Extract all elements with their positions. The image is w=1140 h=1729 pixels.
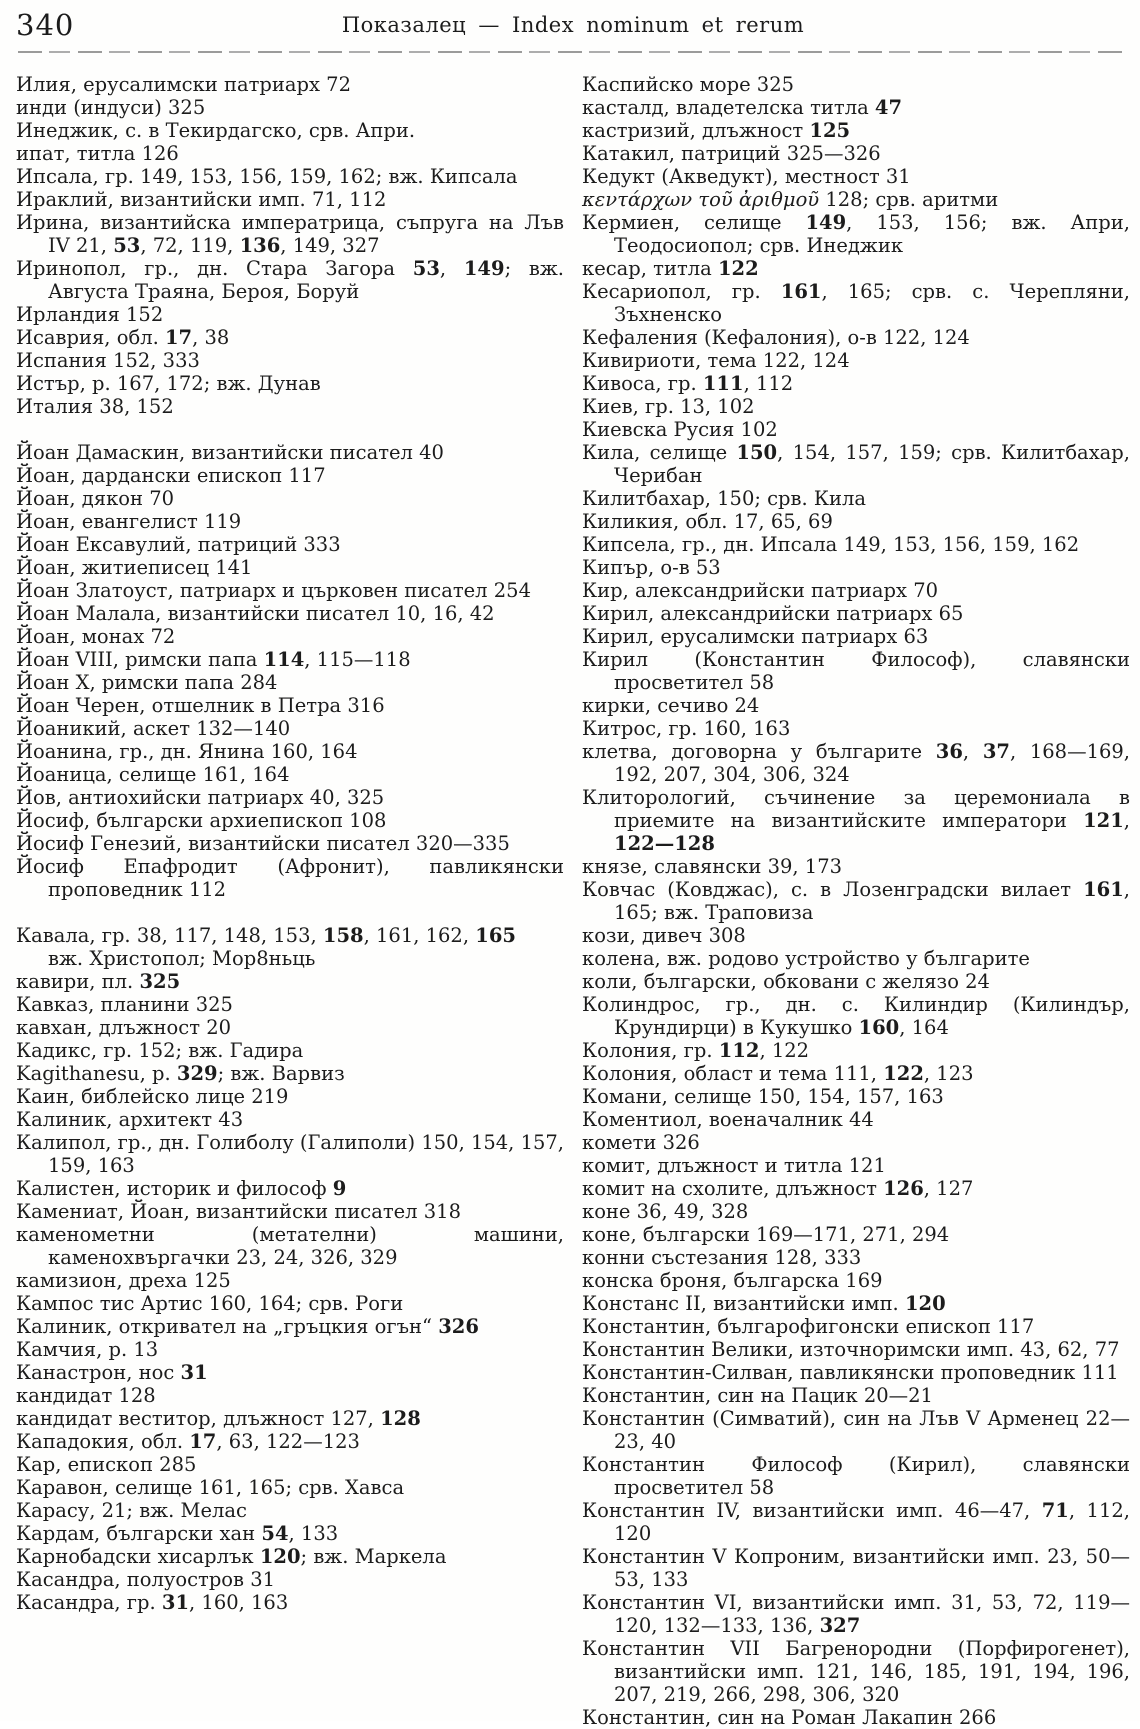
index-entry: Кипър, о-в 53 xyxy=(582,556,721,579)
header-rule xyxy=(18,51,1128,53)
index-entry: коли, български, обковани с желязо 24 xyxy=(582,970,990,993)
index-entry: Кивоса, гр. 111, 112 xyxy=(582,372,794,395)
index-entry: Катакил, патриций 325—326 xyxy=(582,142,881,165)
index-entry: Кар, епископ 285 xyxy=(16,1453,197,1476)
index-entry: князе, славянски 39, 173 xyxy=(582,855,843,878)
index-entry: Кедукт (Акведукт), местност 31 xyxy=(582,165,911,188)
index-entry: Кефаления (Кефалония), о-в 122, 124 xyxy=(582,326,970,349)
index-entry: Йоан, дардански епископ 117 xyxy=(16,464,326,487)
index-entry: Константин V Копроним, византийски имп. 23, 50—53, 133 xyxy=(582,1545,1130,1591)
page-number: 340 xyxy=(16,8,75,42)
index-entry: Константин, син на Роман Лакапин 266 xyxy=(582,1706,997,1729)
index-entry: Кермиен, селище 149, 153, 156; вж. Апри, Теодосиопол; срв. Инеджик xyxy=(582,211,1130,257)
index-entry: Калиник, откривател на „гръцкия огън“ 326 xyxy=(16,1315,479,1338)
index-entry: Йоан Златоуст, патриарх и църковен писател 254 xyxy=(16,579,531,602)
index-entry: Коментиол, военачалник 44 xyxy=(582,1108,874,1131)
index-entry: Колиндрос, гр., дн. с. Килиндир (Килиндър, Крундирци) в Кукушко 160, 164 xyxy=(582,993,1130,1039)
index-entry: Касандра, гр. 31, 160, 163 xyxy=(16,1591,289,1614)
index-entry: Йоан, монах 72 xyxy=(16,625,176,648)
index-entry: Киликия, обл. 17, 65, 69 xyxy=(582,510,833,533)
index-entry: Камчия, р. 13 xyxy=(16,1338,159,1361)
index-entry: комит, длъжност и титла 121 xyxy=(582,1154,886,1177)
index-entry: Константин Философ (Кирил), славянски просветител 58 xyxy=(582,1453,1130,1499)
index-group xyxy=(16,73,564,418)
index-entry: Йоан VIII, римски папа 114, 115—118 xyxy=(16,648,411,671)
index-entry: Каравон, селище 161, 165; срв. Хавса xyxy=(16,1476,405,1499)
index-entry: Константин (Симватий), син на Лъв V Арменец 22—23, 40 xyxy=(582,1407,1130,1453)
index-entry: Йов, антиохийски патриарх 40, 325 xyxy=(16,786,385,809)
index-group xyxy=(16,924,564,1614)
index-entry: Ираклий, византийски имп. 71, 112 xyxy=(16,188,387,211)
index-entry: Константин Велики, източноримски имп. 43, 62, 77 xyxy=(582,1338,1120,1361)
index-entry: инди (индуси) 325 xyxy=(16,96,206,119)
index-entry: Каин, библейско лице 219 xyxy=(16,1085,289,1108)
index-entry: Констанс II, византийски имп. 120 xyxy=(582,1292,946,1315)
index-entry: Йоан Ексавулий, патриций 333 xyxy=(16,533,341,556)
index-entry: Испания 152, 333 xyxy=(16,349,200,372)
index-column-right xyxy=(582,73,1130,1729)
index-entry: Кесариопол, гр. 161, 165; срв. с. Черепляни, Зъхненско xyxy=(582,280,1131,326)
index-entry: Карасу, 21; вж. Мелас xyxy=(16,1499,247,1522)
index-entry: Кападокия, обл. 17, 63, 122—123 xyxy=(16,1430,360,1453)
index-entry: клетва, договорна у българите 36, 37, 168—169, 192, 207, 304, 306, 324 xyxy=(582,740,1131,786)
index-entry: Йоан Малала, византийски писател 10, 16, 42 xyxy=(16,602,495,625)
index-entry: Карнобадски хисарлък 120; вж. Маркела xyxy=(16,1545,447,1568)
index-entry: Кипсела, гр., дн. Ипсала 149, 153, 156, 159, 162 xyxy=(582,533,1080,556)
index-entry: Константин IV, византийски имп. 46—47, 71, 112, 120 xyxy=(582,1499,1130,1545)
index-entry: Камениат, Йоан, византийски писател 318 xyxy=(16,1200,461,1223)
index-entry: Йосиф, български архиепископ 108 xyxy=(16,809,387,832)
index-entry: Йоан X, римски папа 284 xyxy=(16,671,278,694)
index-entry: Колония, област и тема 111, 122, 123 xyxy=(582,1062,974,1085)
index-entry: Йоан, житиеписец 141 xyxy=(16,556,253,579)
index-entry: Каспийско море 325 xyxy=(582,73,795,96)
index-entry: комети 326 xyxy=(582,1131,700,1154)
index-entry: кандидат 128 xyxy=(16,1384,156,1407)
index-entry: комит на схолите, длъжност 126, 127 xyxy=(582,1177,974,1200)
index-entry: Кирил, ерусалимски патриарх 63 xyxy=(582,625,929,648)
page-title: Показалец — Index nominum et rerum xyxy=(341,13,805,37)
index-entry: каменометни (метателни) машини, каменохвъргачки 23, 24, 326, 329 xyxy=(16,1223,564,1269)
index-entry: κεντάρχων τοῦ ἀριθμοῦ 128; срв. аритми xyxy=(582,188,999,211)
index-entry: Касандра, полуостров 31 xyxy=(16,1568,276,1591)
index-entry: Кавала, гр. 38, 117, 148, 153, 158, 161, 162, 165 вж. Христопол; Мор8ньць xyxy=(16,924,516,970)
index-entry: кирки, сечиво 24 xyxy=(582,694,760,717)
index-entry: Kagithanesu, р. 329; вж. Варвиз xyxy=(16,1062,345,1085)
index-entry: Ирландия 152 xyxy=(16,303,164,326)
index-entry: Йоаникий, аскет 132—140 xyxy=(16,717,291,740)
index-column-left xyxy=(16,73,564,1729)
index-entry: Йоанина, гр., дн. Янина 160, 164 xyxy=(16,740,358,763)
index-group xyxy=(582,73,1130,1729)
index-entry: Константин VI, византийски имп. 31, 53, 72, 119—120, 132—133, 136, 327 xyxy=(582,1591,1130,1637)
index-entry: Йосиф Епафродит (Афронит), павликянски проповедник 112 xyxy=(16,855,564,901)
index-entry: конска броня, българска 169 xyxy=(582,1269,883,1292)
index-entry: Константин, син на Пацик 20—21 xyxy=(582,1384,933,1407)
index-entry: Кирил, александрийски патриарх 65 xyxy=(582,602,964,625)
index-group xyxy=(16,441,564,901)
index-entry: Исаврия, обл. 17, 38 xyxy=(16,326,230,349)
index-entry: Кадикс, гр. 152; вж. Гадира xyxy=(16,1039,304,1062)
index-entry: Калипол, гр., дн. Голиболу (Галиполи) 150, 154, 157, 159, 163 xyxy=(16,1131,564,1177)
index-entry: кастризий, длъжност 125 xyxy=(582,119,851,142)
index-entry: Кавказ, планини 325 xyxy=(16,993,233,1016)
index-entry: Истър, р. 167, 172; вж. Дунав xyxy=(16,372,321,395)
index-entry: кавири, пл. 325 xyxy=(16,970,181,993)
index-entry: коне 36, 49, 328 xyxy=(582,1200,749,1223)
index-body xyxy=(16,73,1130,1729)
index-entry: Киев, гр. 13, 102 xyxy=(582,395,755,418)
index-entry: Ковчас (Ковджас), с. в Лозенградски вилает 161, 165; вж. Траповиза xyxy=(582,878,1130,924)
index-entry: Кила, селище 150, 154, 157, 159; срв. Килитбахар, Черибан xyxy=(582,441,1130,487)
index-entry: Инеджик, с. в Текирдагско, срв. Апри. xyxy=(16,119,416,142)
index-entry: Ипсала, гр. 149, 153, 156, 159, 162; вж. Кипсала xyxy=(16,165,518,188)
index-entry: ипат, титла 126 xyxy=(16,142,179,165)
index-entry: Кир, александрийски патриарх 70 xyxy=(582,579,939,602)
index-entry: коне, български 169—171, 271, 294 xyxy=(582,1223,950,1246)
index-entry: Калиник, архитект 43 xyxy=(16,1108,244,1131)
index-entry: касталд, владетелска титла 47 xyxy=(582,96,903,119)
index-entry: кандидат веститор, длъжност 127, 128 xyxy=(16,1407,421,1430)
index-entry: Илия, ерусалимски патриарх 72 xyxy=(16,73,351,96)
index-entry: Италия 38, 152 xyxy=(16,395,174,418)
index-entry: Колония, гр. 112, 122 xyxy=(582,1039,810,1062)
index-entry: Йоан, евангелист 119 xyxy=(16,510,242,533)
index-entry: Кампос тис Артис 160, 164; срв. Роги xyxy=(16,1292,404,1315)
index-entry: Константин VII Багренородни (Порфирогенет), византийски имп. 121, 146, 185, 191, 194, 196, 207, 219, 266, 298, 306, 320 xyxy=(582,1637,1130,1706)
index-entry: колена, вж. родово устройство у българите xyxy=(582,947,1030,970)
index-entry: Йоан Черен, отшелник в Петра 316 xyxy=(16,694,385,717)
index-entry: камизион, дреха 125 xyxy=(16,1269,231,1292)
index-entry: Килитбахар, 150; срв. Кила xyxy=(582,487,866,510)
index-entry: Китрос, гр. 160, 163 xyxy=(582,717,791,740)
index-entry: Йоан, дякон 70 xyxy=(16,487,175,510)
index-entry: Клиторологий, съчинение за церемониала в приемите на византийските императори 121, 122—128 xyxy=(582,786,1130,855)
index-entry: Ирина, византийска императрица, съпруга на Лъв IV 21, 53, 72, 119, 136, 149, 327 xyxy=(16,211,564,257)
index-entry: Комани, селище 150, 154, 157, 163 xyxy=(582,1085,944,1108)
index-entry: Иринопол, гр., дн. Стара Загора 53, 149; вж. Августа Траяна, Бероя, Боруй xyxy=(16,257,564,303)
page-header xyxy=(16,8,1130,48)
index-entry: Кивириоти, тема 122, 124 xyxy=(582,349,850,372)
index-entry: Йосиф Генезий, византийски писател 320—335 xyxy=(16,832,510,855)
index-entry: Йоаница, селище 161, 164 xyxy=(16,763,290,786)
index-entry: Калистен, историк и философ 9 xyxy=(16,1177,347,1200)
index-entry: конни състезания 128, 333 xyxy=(582,1246,862,1269)
index-entry: Константин-Силван, павликянски проповедник 111 xyxy=(582,1361,1119,1384)
index-entry: кози, дивеч 308 xyxy=(582,924,746,947)
index-entry: Киевска Русия 102 xyxy=(582,418,778,441)
index-entry: кесар, титла 122 xyxy=(582,257,759,280)
index-entry: Канастрон, нос 31 xyxy=(16,1361,208,1384)
index-entry: Кирил (Константин Философ), славянски просветител 58 xyxy=(582,648,1130,694)
index-entry: кавхан, длъжност 20 xyxy=(16,1016,232,1039)
index-entry: Йоан Дамаскин, византийски писател 40 xyxy=(16,441,444,464)
index-entry: Кардам, български хан 54, 133 xyxy=(16,1522,339,1545)
index-entry: Константин, българофигонски епископ 117 xyxy=(582,1315,1035,1338)
